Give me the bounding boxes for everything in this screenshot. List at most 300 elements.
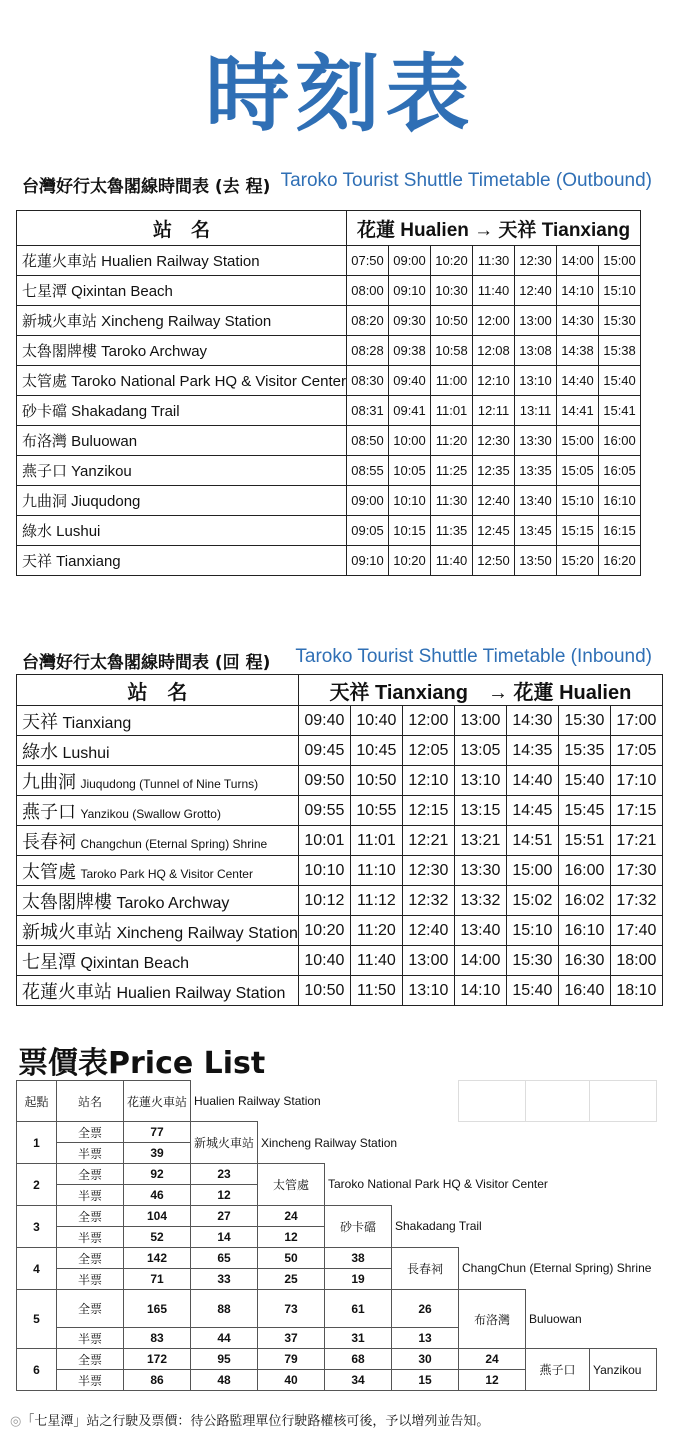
full-fare-label: 全票 bbox=[57, 1290, 124, 1328]
station-name bbox=[17, 766, 299, 796]
station-name-zh: 太管處 bbox=[22, 861, 76, 882]
station-en: Yanzikou bbox=[590, 1349, 657, 1391]
departure-time: 17:40 bbox=[610, 916, 662, 946]
departure-time: 15:15 bbox=[557, 516, 599, 546]
station-zh: 砂卡礑 bbox=[325, 1206, 392, 1248]
departure-time: 13:45 bbox=[515, 516, 557, 546]
full-fare-label: 全票 bbox=[57, 1206, 124, 1227]
departure-time: 11:35 bbox=[431, 516, 473, 546]
half-fare-label: 半票 bbox=[57, 1269, 124, 1290]
departure-time: 17:32 bbox=[610, 886, 662, 916]
fare-value: 104 bbox=[124, 1206, 191, 1227]
departure-time: 12:10 bbox=[473, 366, 515, 396]
departure-time: 10:20 bbox=[431, 246, 473, 276]
departure-time: 14:35 bbox=[506, 736, 558, 766]
fare-value: 165 bbox=[124, 1290, 191, 1328]
departure-time: 15:10 bbox=[599, 276, 641, 306]
departure-time: 11:30 bbox=[431, 486, 473, 516]
departure-time: 10:05 bbox=[389, 456, 431, 486]
table-row bbox=[17, 766, 663, 796]
departure-time: 15:38 bbox=[599, 336, 641, 366]
departure-time: 13:10 bbox=[454, 766, 506, 796]
departure-time: 15:02 bbox=[506, 886, 558, 916]
station-name-en: Xincheng Railway Station bbox=[116, 924, 298, 942]
station-name-zh: 花蓮火車站 bbox=[22, 981, 112, 1002]
departure-time: 16:10 bbox=[558, 916, 610, 946]
station-name: 九曲洞 Jiuqudong bbox=[17, 486, 347, 516]
departure-time: 11:40 bbox=[350, 946, 402, 976]
departure-time: 12:40 bbox=[473, 486, 515, 516]
table-row bbox=[17, 1349, 657, 1370]
departure-time: 12:40 bbox=[515, 276, 557, 306]
departure-time: 14:38 bbox=[557, 336, 599, 366]
departure-time: 10:50 bbox=[350, 766, 402, 796]
grid-cell bbox=[590, 1081, 657, 1122]
departure-time: 18:10 bbox=[610, 976, 662, 1006]
departure-time: 13:30 bbox=[515, 426, 557, 456]
fare-value: 25 bbox=[258, 1269, 325, 1290]
departure-time: 13:30 bbox=[454, 856, 506, 886]
departure-time: 10:45 bbox=[350, 736, 402, 766]
departure-time: 15:40 bbox=[506, 976, 558, 1006]
table-row bbox=[17, 976, 663, 1006]
departure-time: 13:32 bbox=[454, 886, 506, 916]
departure-time: 09:05 bbox=[347, 516, 389, 546]
departure-time: 15:30 bbox=[558, 706, 610, 736]
table-row bbox=[17, 546, 641, 576]
departure-time: 12:00 bbox=[473, 306, 515, 336]
departure-time: 11:01 bbox=[350, 826, 402, 856]
departure-time: 10:00 bbox=[389, 426, 431, 456]
departure-time: 14:51 bbox=[506, 826, 558, 856]
departure-time: 13:10 bbox=[515, 366, 557, 396]
zone-number: 4 bbox=[17, 1248, 57, 1290]
departure-time: 12:15 bbox=[402, 796, 454, 826]
fare-value: 23 bbox=[191, 1164, 258, 1185]
station-name-en: Hualien Railway Station bbox=[116, 984, 286, 1002]
departure-time: 14:30 bbox=[506, 706, 558, 736]
departure-time: 17:15 bbox=[610, 796, 662, 826]
departure-time: 12:35 bbox=[473, 456, 515, 486]
station-name-en: Taroko Archway bbox=[116, 894, 230, 912]
zone-number: 5 bbox=[17, 1290, 57, 1349]
departure-time: 08:00 bbox=[347, 276, 389, 306]
inbound-title-en: Taroko Tourist Shuttle Timetable (Inbound) bbox=[295, 646, 652, 667]
fare-value: 61 bbox=[325, 1290, 392, 1328]
departure-time: 12:05 bbox=[402, 736, 454, 766]
departure-time: 16:20 bbox=[599, 546, 641, 576]
fare-value: 40 bbox=[258, 1370, 325, 1391]
departure-time: 08:50 bbox=[347, 426, 389, 456]
station-name: 綠水 Lushui bbox=[17, 516, 347, 546]
zone-number: 3 bbox=[17, 1206, 57, 1248]
departure-time: 13:21 bbox=[454, 826, 506, 856]
zone-number: 1 bbox=[17, 1122, 57, 1164]
table-row bbox=[17, 276, 641, 306]
departure-time: 13:35 bbox=[515, 456, 557, 486]
departure-time: 12:00 bbox=[402, 706, 454, 736]
departure-time: 17:05 bbox=[610, 736, 662, 766]
fare-value: 142 bbox=[124, 1248, 191, 1269]
departure-time: 15:10 bbox=[557, 486, 599, 516]
zone-number: 2 bbox=[17, 1164, 57, 1206]
departure-time: 13:00 bbox=[515, 306, 557, 336]
half-fare-label: 半票 bbox=[57, 1328, 124, 1349]
departure-time: 16:00 bbox=[599, 426, 641, 456]
departure-time: 10:12 bbox=[298, 886, 350, 916]
departure-time: 10:10 bbox=[298, 856, 350, 886]
departure-time: 11:25 bbox=[431, 456, 473, 486]
departure-time: 10:30 bbox=[431, 276, 473, 306]
departure-time: 15:51 bbox=[558, 826, 610, 856]
grid-cell bbox=[459, 1081, 526, 1122]
departure-time: 12:32 bbox=[402, 886, 454, 916]
departure-time: 13:05 bbox=[454, 736, 506, 766]
half-fare-label: 半票 bbox=[57, 1370, 124, 1391]
departure-time: 16:00 bbox=[558, 856, 610, 886]
departure-time: 13:00 bbox=[454, 706, 506, 736]
station-name-en: Tianxiang bbox=[62, 714, 132, 732]
station-name bbox=[17, 706, 299, 736]
station-name: 花蓮火車站 Hualien Railway Station bbox=[17, 246, 347, 276]
departure-time: 09:10 bbox=[347, 546, 389, 576]
station-name bbox=[17, 736, 299, 766]
fare-value: 39 bbox=[124, 1143, 191, 1164]
departure-time: 10:15 bbox=[389, 516, 431, 546]
departure-time: 11:40 bbox=[431, 546, 473, 576]
departure-time: 16:10 bbox=[599, 486, 641, 516]
fare-value: 13 bbox=[392, 1328, 459, 1349]
table-row bbox=[17, 426, 641, 456]
table-row bbox=[17, 1248, 657, 1269]
fare-value: 27 bbox=[191, 1206, 258, 1227]
station-name-zh: 九曲洞 bbox=[22, 771, 76, 792]
departure-time: 08:31 bbox=[347, 396, 389, 426]
fare-value: 52 bbox=[124, 1227, 191, 1248]
departure-time: 13:40 bbox=[454, 916, 506, 946]
departure-time: 14:00 bbox=[454, 946, 506, 976]
departure-time: 10:20 bbox=[389, 546, 431, 576]
station-name: 布洛灣 Buluowan bbox=[17, 426, 347, 456]
fare-value: 31 bbox=[325, 1328, 392, 1349]
fare-value: 14 bbox=[191, 1227, 258, 1248]
departure-time: 15:05 bbox=[557, 456, 599, 486]
departure-time: 17:10 bbox=[610, 766, 662, 796]
fare-value: 34 bbox=[325, 1370, 392, 1391]
inbound-header bbox=[22, 646, 662, 674]
departure-time: 08:28 bbox=[347, 336, 389, 366]
fare-value: 65 bbox=[191, 1248, 258, 1269]
departure-time: 12:11 bbox=[473, 396, 515, 426]
fare-value: 24 bbox=[459, 1349, 526, 1370]
fare-value: 12 bbox=[191, 1185, 258, 1206]
departure-time: 11:01 bbox=[431, 396, 473, 426]
station-name-zh: 太魯閣牌樓 bbox=[22, 891, 112, 912]
station-zh: 新城火車站 bbox=[191, 1122, 258, 1164]
departure-time: 15:40 bbox=[599, 366, 641, 396]
departure-time: 14:41 bbox=[557, 396, 599, 426]
departure-time: 13:11 bbox=[515, 396, 557, 426]
departure-time: 15:30 bbox=[599, 306, 641, 336]
departure-time: 15:30 bbox=[506, 946, 558, 976]
departure-time: 12:21 bbox=[402, 826, 454, 856]
fare-value: 79 bbox=[258, 1349, 325, 1370]
departure-time: 14:30 bbox=[557, 306, 599, 336]
departure-time: 13:00 bbox=[402, 946, 454, 976]
station-zh: 布洛灣 bbox=[459, 1290, 526, 1349]
departure-time: 09:50 bbox=[298, 766, 350, 796]
fare-value: 30 bbox=[392, 1349, 459, 1370]
departure-time: 09:38 bbox=[389, 336, 431, 366]
departure-time: 10:10 bbox=[389, 486, 431, 516]
departure-time: 12:40 bbox=[402, 916, 454, 946]
station-name: 天祥 Tianxiang bbox=[17, 546, 347, 576]
col-station-header: 站 名 bbox=[17, 675, 299, 706]
departure-time: 11:50 bbox=[350, 976, 402, 1006]
fare-value: 95 bbox=[191, 1349, 258, 1370]
fare-value: 46 bbox=[124, 1185, 191, 1206]
footnote bbox=[10, 1410, 489, 1429]
table-row bbox=[17, 1206, 657, 1227]
fare-value: 44 bbox=[191, 1328, 258, 1349]
fare-value: 88 bbox=[191, 1290, 258, 1328]
fare-value: 86 bbox=[124, 1370, 191, 1391]
departure-time: 08:55 bbox=[347, 456, 389, 486]
price-table bbox=[16, 1080, 657, 1391]
departure-time: 17:30 bbox=[610, 856, 662, 886]
departure-time: 15:00 bbox=[557, 426, 599, 456]
departure-time: 17:21 bbox=[610, 826, 662, 856]
full-fare-label: 全票 bbox=[57, 1122, 124, 1143]
departure-time: 09:00 bbox=[389, 246, 431, 276]
station-name-zh: 長春祠 bbox=[22, 831, 76, 852]
col-name-header: 站名 bbox=[57, 1081, 124, 1122]
departure-time: 12:10 bbox=[402, 766, 454, 796]
table-row bbox=[17, 336, 641, 366]
station-name-zh: 綠水 bbox=[22, 741, 58, 762]
station-name-en: Jiuqudong (Tunnel of Nine Turns) bbox=[80, 776, 259, 791]
station-zh: 太管處 bbox=[258, 1164, 325, 1206]
departure-time: 16:05 bbox=[599, 456, 641, 486]
departure-time: 10:50 bbox=[431, 306, 473, 336]
departure-time: 10:50 bbox=[298, 976, 350, 1006]
outbound-title-en: Taroko Tourist Shuttle Timetable (Outbound) bbox=[280, 170, 652, 191]
fare-value: 15 bbox=[392, 1370, 459, 1391]
fare-value: 73 bbox=[258, 1290, 325, 1328]
departure-time: 11:40 bbox=[473, 276, 515, 306]
station-name: 太管處 Taroko National Park HQ & Visitor Center bbox=[17, 366, 347, 396]
station-name-en: Changchun (Eternal Spring) Shrine bbox=[80, 836, 268, 851]
station-name: 砂卡礑 Shakadang Trail bbox=[17, 396, 347, 426]
station-name: 太魯閣牌樓 Taroko Archway bbox=[17, 336, 347, 366]
departure-time: 10:55 bbox=[350, 796, 402, 826]
departure-time: 11:20 bbox=[350, 916, 402, 946]
fare-value: 50 bbox=[258, 1248, 325, 1269]
station-name: 七星潭 Qixintan Beach bbox=[17, 276, 347, 306]
table-row bbox=[17, 916, 663, 946]
full-fare-label: 全票 bbox=[57, 1164, 124, 1185]
table-row bbox=[17, 1081, 657, 1122]
departure-time: 09:55 bbox=[298, 796, 350, 826]
table-row bbox=[17, 1122, 657, 1143]
station-name bbox=[17, 856, 299, 886]
departure-time: 16:30 bbox=[558, 946, 610, 976]
fare-value: 83 bbox=[124, 1328, 191, 1349]
departure-time: 09:40 bbox=[389, 366, 431, 396]
station-zh: 花蓮火車站 bbox=[124, 1081, 191, 1122]
table-row bbox=[17, 486, 641, 516]
outbound-timetable bbox=[16, 210, 641, 576]
table-row bbox=[17, 1164, 657, 1185]
departure-time: 09:10 bbox=[389, 276, 431, 306]
departure-time: 10:20 bbox=[298, 916, 350, 946]
departure-time: 14:10 bbox=[454, 976, 506, 1006]
fare-value: 48 bbox=[191, 1370, 258, 1391]
station-name-zh: 燕子口 bbox=[22, 801, 76, 822]
departure-time: 10:01 bbox=[298, 826, 350, 856]
station-en: Buluowan bbox=[529, 1311, 582, 1326]
departure-time: 08:20 bbox=[347, 306, 389, 336]
table-row bbox=[17, 366, 641, 396]
departure-time: 10:40 bbox=[298, 946, 350, 976]
table-row bbox=[17, 736, 663, 766]
inbound-timetable bbox=[16, 674, 663, 1006]
departure-time: 12:50 bbox=[473, 546, 515, 576]
page-title: 時刻表 bbox=[205, 45, 476, 143]
departure-time: 10:58 bbox=[431, 336, 473, 366]
departure-time: 14:10 bbox=[557, 276, 599, 306]
departure-time: 09:00 bbox=[347, 486, 389, 516]
fare-value: 19 bbox=[325, 1269, 392, 1290]
station-name-zh: 七星潭 bbox=[22, 951, 76, 972]
departure-time: 15:00 bbox=[506, 856, 558, 886]
station-name bbox=[17, 796, 299, 826]
departure-time: 15:00 bbox=[599, 246, 641, 276]
table-row bbox=[17, 706, 663, 736]
departure-time: 11:20 bbox=[431, 426, 473, 456]
station-name-zh: 新城火車站 bbox=[22, 921, 112, 942]
fare-value: 38 bbox=[325, 1248, 392, 1269]
departure-time: 09:40 bbox=[298, 706, 350, 736]
fare-value: 68 bbox=[325, 1349, 392, 1370]
departure-time: 14:00 bbox=[557, 246, 599, 276]
departure-time: 07:50 bbox=[347, 246, 389, 276]
station-en: Xincheng Railway Station bbox=[261, 1135, 398, 1150]
fare-value: 172 bbox=[124, 1349, 191, 1370]
col-station-header: 站 名 bbox=[17, 211, 347, 246]
station-en: Hualien Railway Station bbox=[194, 1093, 321, 1108]
half-fare-label: 半票 bbox=[57, 1227, 124, 1248]
table-row bbox=[17, 886, 663, 916]
station-name bbox=[17, 976, 299, 1006]
full-fare-label: 全票 bbox=[57, 1349, 124, 1370]
station-zh: 燕子口 bbox=[526, 1349, 590, 1391]
table-row bbox=[17, 796, 663, 826]
fare-value: 33 bbox=[191, 1269, 258, 1290]
grid-cell bbox=[526, 1081, 590, 1122]
departure-time: 16:40 bbox=[558, 976, 610, 1006]
departure-time: 18:00 bbox=[610, 946, 662, 976]
table-row bbox=[17, 856, 663, 886]
col-start-header: 起點 bbox=[17, 1081, 57, 1122]
departure-time: 15:35 bbox=[558, 736, 610, 766]
station-name bbox=[17, 886, 299, 916]
fare-value: 77 bbox=[124, 1122, 191, 1143]
table-row bbox=[17, 246, 641, 276]
full-fare-label: 全票 bbox=[57, 1248, 124, 1269]
departure-time: 17:00 bbox=[610, 706, 662, 736]
departure-time: 12:30 bbox=[473, 426, 515, 456]
outbound-title-zh: 台灣好行太魯閣線時間表 (去 程) bbox=[22, 177, 271, 197]
departure-time: 12:30 bbox=[402, 856, 454, 886]
table-row bbox=[17, 946, 663, 976]
departure-time: 12:45 bbox=[473, 516, 515, 546]
col-route-header: 天祥 Tianxiang → 花蓮 Hualien bbox=[298, 675, 662, 706]
half-fare-label: 半票 bbox=[57, 1185, 124, 1206]
fare-value: 37 bbox=[258, 1328, 325, 1349]
departure-time: 11:12 bbox=[350, 886, 402, 916]
fare-value: 24 bbox=[258, 1206, 325, 1227]
departure-time: 11:30 bbox=[473, 246, 515, 276]
table-row bbox=[17, 516, 641, 546]
station-name-en: Qixintan Beach bbox=[80, 954, 189, 972]
station-name bbox=[17, 826, 299, 856]
departure-time: 13:50 bbox=[515, 546, 557, 576]
footnote-text: 「七星潭」站之行駛及票價：待公路監理單位行駛路權核可後，予以增列並告知。 bbox=[21, 1414, 490, 1429]
outbound-header bbox=[22, 170, 662, 198]
departure-time: 15:41 bbox=[599, 396, 641, 426]
departure-time: 13:15 bbox=[454, 796, 506, 826]
table-row bbox=[17, 396, 641, 426]
departure-time: 14:40 bbox=[506, 766, 558, 796]
station-en: Shakadang Trail bbox=[395, 1219, 482, 1234]
inbound-title-zh: 台灣好行太魯閣線時間表 (回 程) bbox=[22, 653, 271, 673]
departure-time: 08:30 bbox=[347, 366, 389, 396]
station-name bbox=[17, 946, 299, 976]
station-name-zh: 天祥 bbox=[22, 711, 58, 732]
departure-time: 14:45 bbox=[506, 796, 558, 826]
departure-time: 16:15 bbox=[599, 516, 641, 546]
departure-time: 15:20 bbox=[557, 546, 599, 576]
fare-value: 26 bbox=[392, 1290, 459, 1328]
bullet-icon: ◎ bbox=[10, 1414, 22, 1429]
departure-time: 15:10 bbox=[506, 916, 558, 946]
departure-time: 09:41 bbox=[389, 396, 431, 426]
price-list-title: 票價表Price List bbox=[18, 1046, 266, 1081]
col-route-header: 花蓮 Hualien → 天祥 Tianxiang bbox=[347, 211, 641, 246]
departure-time: 13:40 bbox=[515, 486, 557, 516]
departure-time: 15:45 bbox=[558, 796, 610, 826]
zone-number: 6 bbox=[17, 1349, 57, 1391]
departure-time: 12:08 bbox=[473, 336, 515, 366]
departure-time: 13:08 bbox=[515, 336, 557, 366]
half-fare-label: 半票 bbox=[57, 1143, 124, 1164]
station-name: 燕子口 Yanzikou bbox=[17, 456, 347, 486]
departure-time: 13:10 bbox=[402, 976, 454, 1006]
fare-value: 71 bbox=[124, 1269, 191, 1290]
departure-time: 10:40 bbox=[350, 706, 402, 736]
departure-time: 14:40 bbox=[557, 366, 599, 396]
departure-time: 09:30 bbox=[389, 306, 431, 336]
station-name-en: Lushui bbox=[62, 744, 110, 762]
station-name-en: Yanzikou (Swallow Grotto) bbox=[80, 806, 221, 821]
station-name: 新城火車站 Xincheng Railway Station bbox=[17, 306, 347, 336]
departure-time: 11:10 bbox=[350, 856, 402, 886]
fare-value: 92 bbox=[124, 1164, 191, 1185]
table-row bbox=[17, 306, 641, 336]
table-row bbox=[17, 456, 641, 486]
station-en: ChangChun (Eternal Spring) Shrine bbox=[462, 1261, 652, 1276]
